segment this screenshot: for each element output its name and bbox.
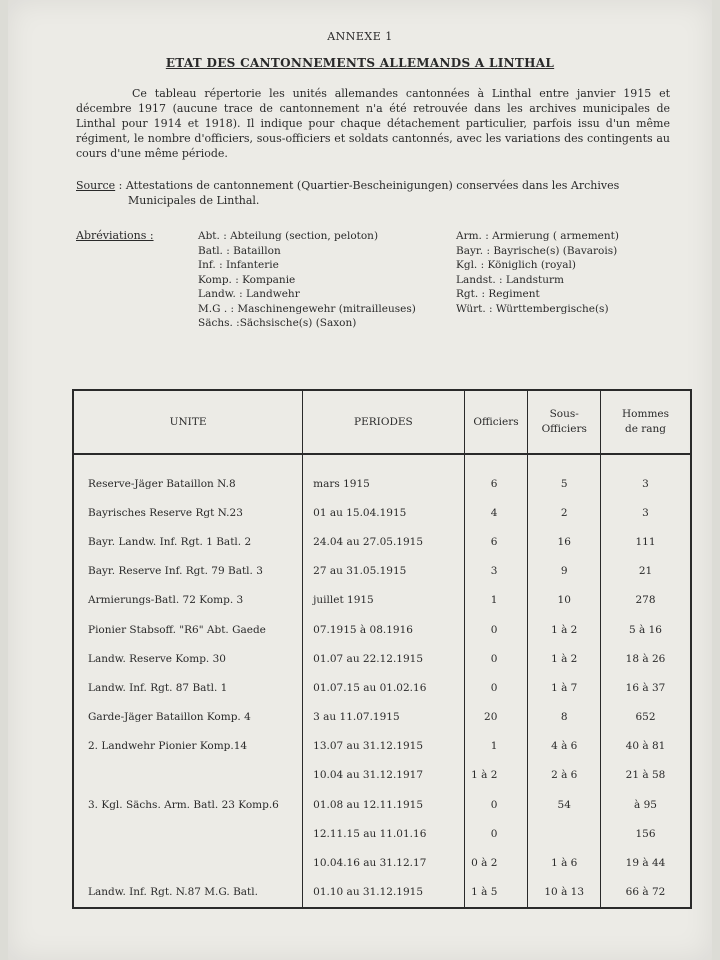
- header-officiers: Officiers: [464, 390, 528, 454]
- cell-officiers: 6: [464, 527, 528, 556]
- cell-sous-officiers: [528, 819, 601, 848]
- cell-unite: [73, 848, 303, 877]
- abbreviation-item: Landst. : Landsturm: [456, 273, 564, 286]
- abbreviation-item: Rgt. : Regiment: [456, 288, 540, 300]
- abbreviations-left-column: [198, 229, 416, 331]
- table-row: [73, 819, 691, 848]
- header-hommes-line1: Hommes: [622, 408, 670, 420]
- abbreviation-item: Batl. : Bataillon: [198, 244, 281, 257]
- cell-officiers: 4: [464, 498, 528, 527]
- cell-sous-officiers: 10: [528, 586, 601, 615]
- table-row: [73, 527, 691, 556]
- cell-sous-officiers: 4 à 6: [528, 732, 601, 761]
- cell-unite: [73, 819, 303, 848]
- source-block: [76, 178, 670, 208]
- cell-periode: 27 au 31.05.1915: [303, 557, 464, 586]
- cell-officiers: 0: [464, 673, 528, 702]
- abbreviation-item: Sächs. :Sächsische(s) (Saxon): [198, 317, 357, 329]
- cell-unite: Garde-Jäger Bataillon Komp. 4: [73, 703, 303, 732]
- cell-sous-officiers: 5: [528, 454, 601, 498]
- abbreviation-item: Würt. : Württembergische(s): [456, 302, 609, 315]
- abbreviation-item: Abt. : Abteilung (section, peloton): [198, 230, 379, 242]
- header-hommes-line2: de rang: [624, 423, 667, 435]
- cell-periode: 12.11.15 au 11.01.16: [303, 819, 464, 848]
- cell-sous-officiers: 9: [528, 557, 601, 586]
- document-title-text: ETAT DES CANTONNEMENTS ALLEMANDS A LINTHAL: [165, 56, 555, 70]
- table-row: [73, 790, 691, 819]
- cell-hommes: 16 à 37: [601, 673, 691, 702]
- table-row: [73, 878, 691, 908]
- cell-periode: 10.04.16 au 31.12.17: [303, 848, 464, 877]
- cell-hommes: 156: [601, 819, 691, 848]
- cell-periode: 3 au 11.07.1915: [303, 703, 464, 732]
- header-sous-line2: Officiers: [541, 423, 587, 435]
- cell-unite: [73, 761, 303, 790]
- document-title: [8, 56, 712, 70]
- header-hommes: [601, 390, 691, 454]
- cell-unite: 3. Kgl. Sächs. Arm. Batl. 23 Komp.6: [73, 790, 303, 819]
- cell-hommes: 18 à 26: [601, 644, 691, 673]
- cell-periode: 24.04 au 27.05.1915: [303, 527, 464, 556]
- source-line-1: : Attestations de cantonnement (Quartier-Bescheinigungen) conservées dans les Archives: [118, 179, 620, 192]
- cell-hommes: 3: [601, 454, 691, 498]
- table-row: [73, 732, 691, 761]
- cell-officiers: 3: [464, 557, 528, 586]
- cell-periode: 13.07 au 31.12.1915: [303, 732, 464, 761]
- annexe-heading: ANNEXE 1: [327, 30, 393, 43]
- abbreviation-item: Landw. : Landwehr: [198, 288, 300, 300]
- abbreviation-item: Kgl. : Königlich (royal): [456, 259, 576, 271]
- cell-officiers: 1: [464, 732, 528, 761]
- header-unite: UNITE: [73, 390, 303, 454]
- cell-officiers: 0: [464, 790, 528, 819]
- cell-officiers: 1 à 5: [464, 878, 528, 908]
- abbreviations-label: Abréviations :: [76, 229, 154, 242]
- source-line-2: Municipales de Linthal.: [128, 194, 260, 207]
- cantonnements-table: [72, 389, 692, 909]
- cell-hommes: 19 à 44: [601, 848, 691, 877]
- abbreviation-item: Bayr. : Bayrische(s) (Bavarois): [456, 244, 618, 257]
- header-sous-officiers: [528, 390, 601, 454]
- cell-sous-officiers: 1 à 6: [528, 848, 601, 877]
- cell-officiers: 20: [464, 703, 528, 732]
- cell-unite: Pionier Stabsoff. "R6" Abt. Gaede: [73, 615, 303, 644]
- source-label: Source: [76, 179, 116, 192]
- abbreviation-item: Arm. : Armierung ( armement): [456, 230, 619, 242]
- table-header-row: [73, 390, 691, 454]
- cell-hommes: 652: [601, 703, 691, 732]
- cell-periode: 01.10 au 31.12.1915: [303, 878, 464, 908]
- cell-hommes: 3: [601, 498, 691, 527]
- cell-periode: mars 1915: [303, 454, 464, 498]
- cell-officiers: 0: [464, 615, 528, 644]
- table-row: [73, 848, 691, 877]
- cell-sous-officiers: 1 à 7: [528, 673, 601, 702]
- table-row: [73, 586, 691, 615]
- intro-paragraph: Ce tableau répertorie les unités allemandes cantonnées à Linthal entre janvier 1915 et décembre 1917 (aucune trace de cantonnement n'a été retrouvée dans les archives municipales de Linthal pour 1914 et 1918). Il indique pour chaque détachement particulier, parfois issu d'un même régiment, le nombre d'officiers, sous-officiers et soldats cantonnés, avec les variations des contingents au cours d'une même période.: [76, 87, 670, 160]
- cell-periode: 01 au 15.04.1915: [303, 498, 464, 527]
- table-row: [73, 557, 691, 586]
- cell-periode: 10.04 au 31.12.1917: [303, 761, 464, 790]
- cell-sous-officiers: 54: [528, 790, 601, 819]
- cell-periode: 01.07.15 au 01.02.16: [303, 673, 464, 702]
- table-row: [73, 615, 691, 644]
- document-page: [8, 0, 712, 960]
- table-row: [73, 644, 691, 673]
- table-body: [73, 454, 691, 908]
- cell-sous-officiers: 1 à 2: [528, 615, 601, 644]
- cell-unite: Armierungs-Batl. 72 Komp. 3: [73, 586, 303, 615]
- cell-hommes: à 95: [601, 790, 691, 819]
- cell-hommes: 21 à 58: [601, 761, 691, 790]
- cell-unite: Bayr. Reserve Inf. Rgt. 79 Batl. 3: [73, 557, 303, 586]
- cell-hommes: 5 à 16: [601, 615, 691, 644]
- abbreviation-item: Komp. : Kompanie: [198, 273, 296, 286]
- cell-officiers: 6: [464, 454, 528, 498]
- cell-periode: 07.1915 à 08.1916: [303, 615, 464, 644]
- header-sous-line1: Sous-: [549, 408, 579, 420]
- cell-unite: Bayr. Landw. Inf. Rgt. 1 Batl. 2: [73, 527, 303, 556]
- cell-sous-officiers: 16: [528, 527, 601, 556]
- table-row: [73, 703, 691, 732]
- cell-hommes: 66 à 72: [601, 878, 691, 908]
- cell-hommes: 111: [601, 527, 691, 556]
- cell-officiers: 1 à 2: [464, 761, 528, 790]
- cell-periode: 01.08 au 12.11.1915: [303, 790, 464, 819]
- cell-officiers: 1: [464, 586, 528, 615]
- cell-officiers: 0 à 2: [464, 848, 528, 877]
- cell-hommes: 40 à 81: [601, 732, 691, 761]
- cell-sous-officiers: 2 à 6: [528, 761, 601, 790]
- cell-sous-officiers: 2: [528, 498, 601, 527]
- cell-unite: 2. Landwehr Pionier Komp.14: [73, 732, 303, 761]
- cell-unite: Landw. Inf. Rgt. 87 Batl. 1: [73, 673, 303, 702]
- cell-periode: 01.07 au 22.12.1915: [303, 644, 464, 673]
- cell-hommes: 21: [601, 557, 691, 586]
- table-row: [73, 498, 691, 527]
- table-row: [73, 673, 691, 702]
- cell-periode: juillet 1915: [303, 586, 464, 615]
- cell-unite: Bayrisches Reserve Rgt N.23: [73, 498, 303, 527]
- abbreviation-item: Inf. : Infanterie: [198, 259, 279, 271]
- header-periodes: PERIODES: [303, 390, 464, 454]
- cell-unite: Reserve-Jäger Bataillon N.8: [73, 454, 303, 498]
- cell-sous-officiers: 8: [528, 703, 601, 732]
- abbreviations-right-column: [456, 229, 619, 316]
- table-row: [73, 761, 691, 790]
- cell-sous-officiers: 10 à 13: [528, 878, 601, 908]
- cell-officiers: 0: [464, 819, 528, 848]
- cell-unite: Landw. Reserve Komp. 30: [73, 644, 303, 673]
- cell-sous-officiers: 1 à 2: [528, 644, 601, 673]
- cell-unite: Landw. Inf. Rgt. N.87 M.G. Batl.: [73, 878, 303, 908]
- cell-officiers: 0: [464, 644, 528, 673]
- table-row: [73, 454, 691, 498]
- cell-hommes: 278: [601, 586, 691, 615]
- abbreviation-item: M.G . : Maschinengewehr (mitrailleuses): [198, 302, 416, 315]
